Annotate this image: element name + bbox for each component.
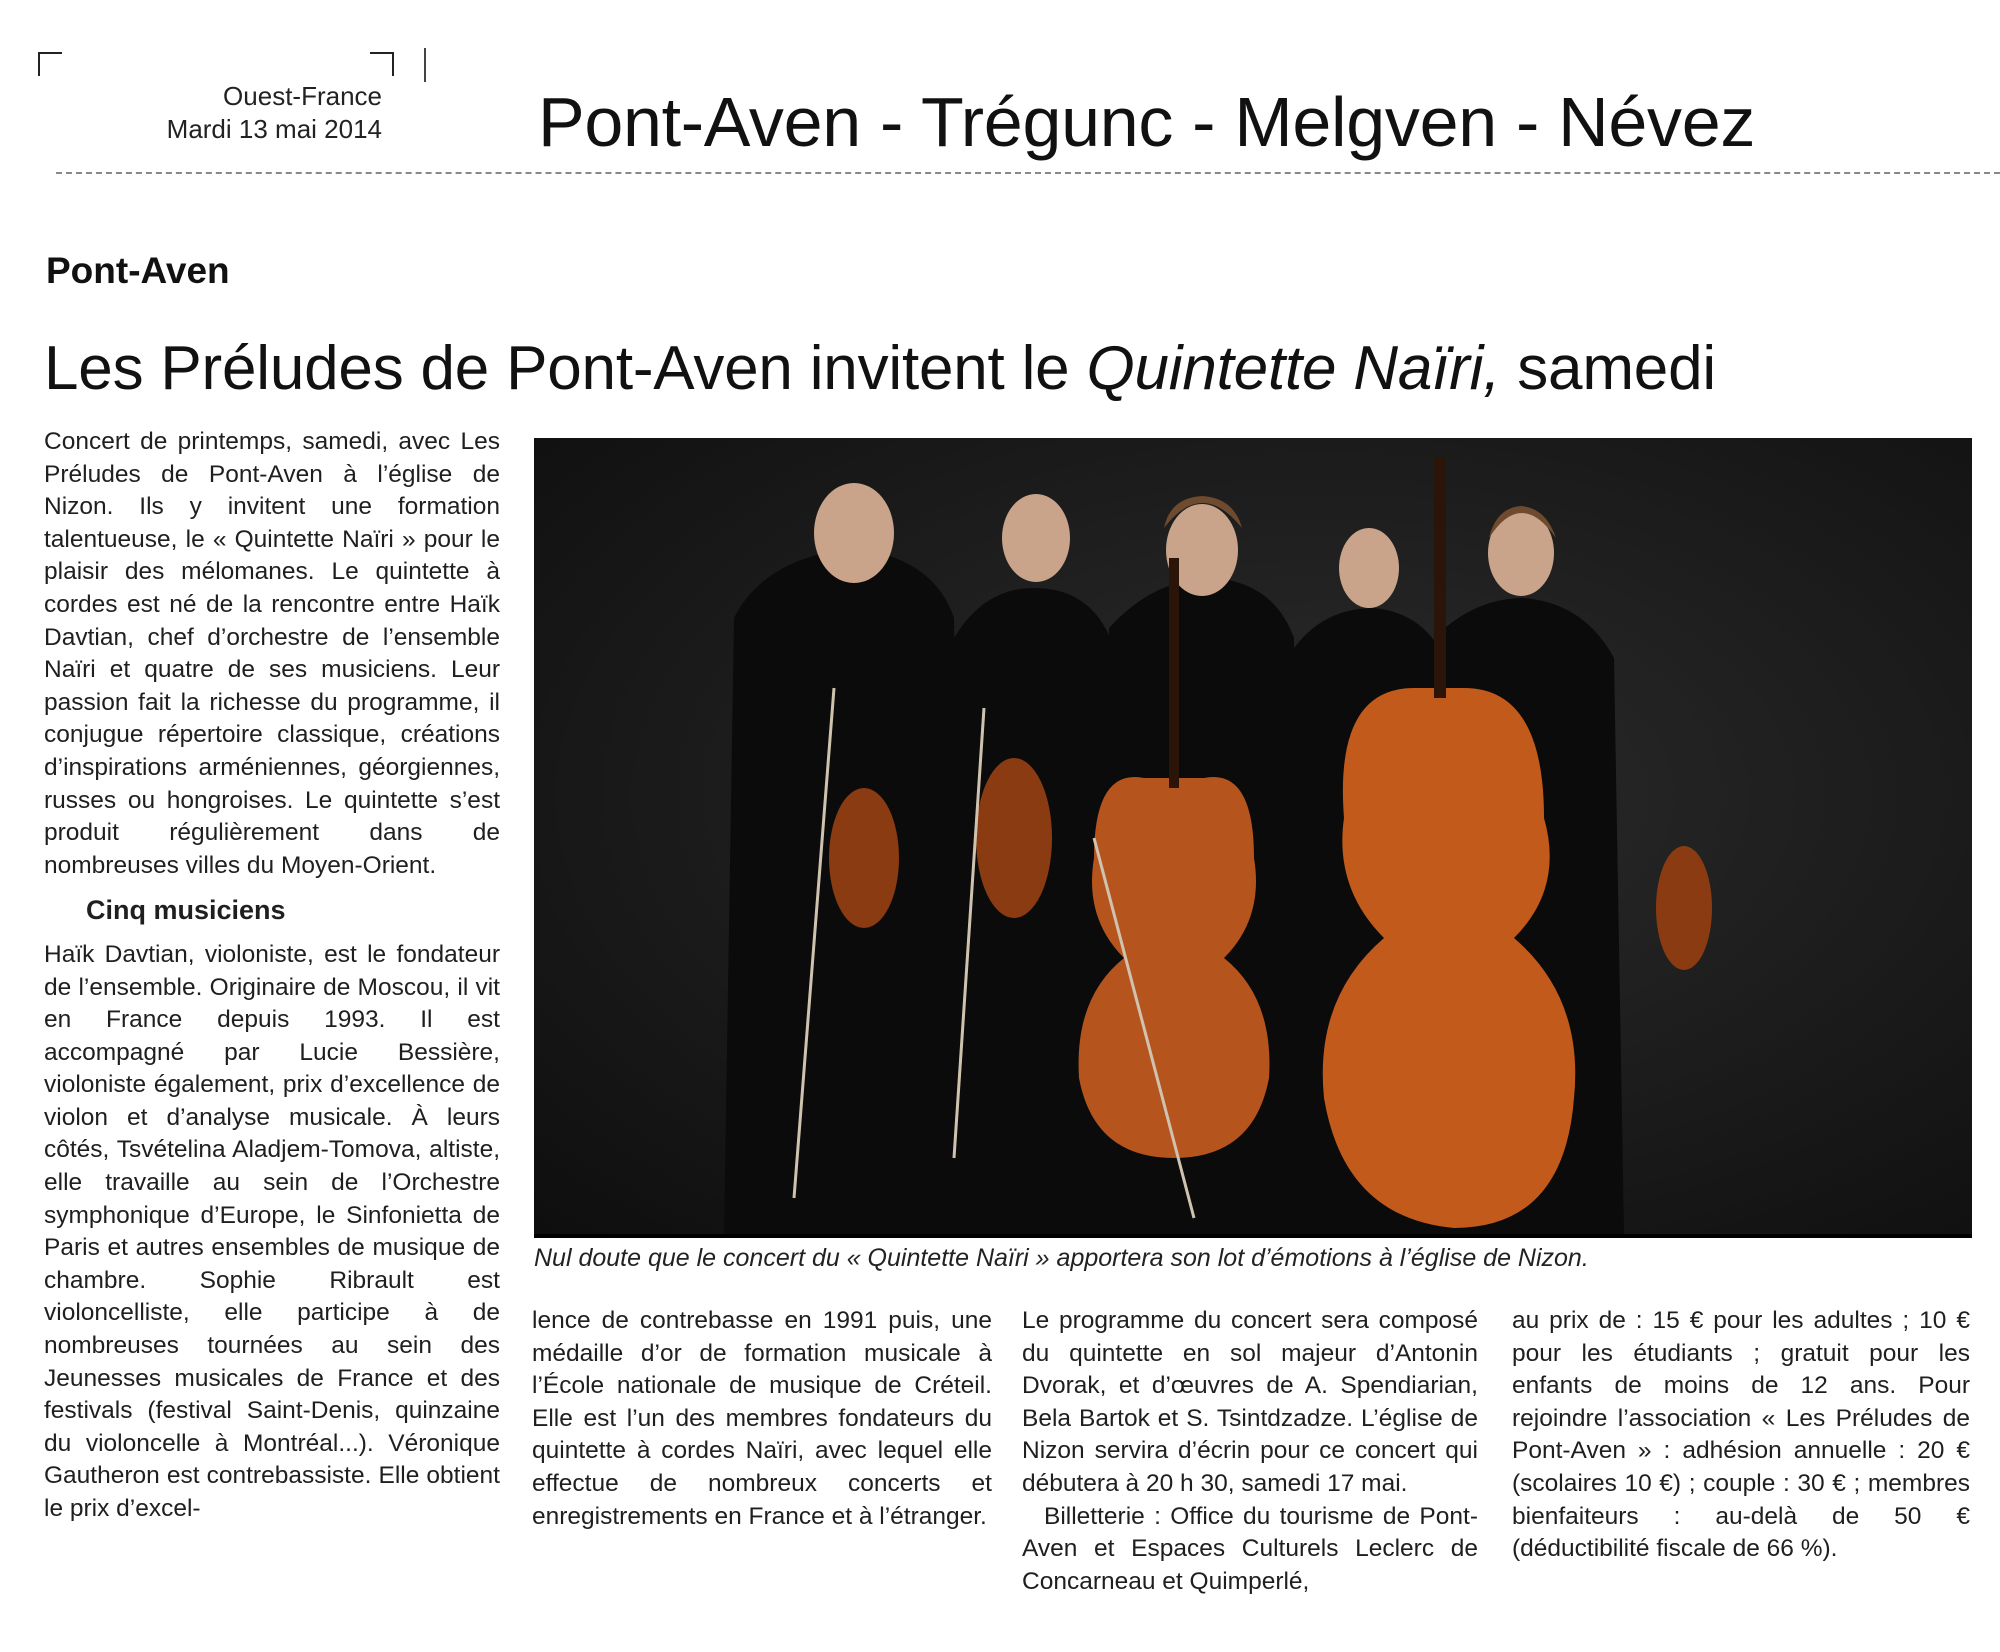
headline-part-1: Les Préludes de Pont-Aven invitent le [44, 334, 1087, 403]
article-column-2 [532, 1305, 992, 1533]
paragraph-tickets: Billetterie : Office du tourisme de Pont-Aven et Espaces Culturels Leclerc de Concarneau et Quimperlé, [1022, 1502, 1478, 1595]
paragraph-musicians: Haïk Davtian, violoniste, est le fondateur de l’ensemble. Originaire de Moscou, il vit en France depuis 1993. Il est accompagné par Lucie Bessière, violoniste également, prix d’excellence de violon et d’analyse musicale. À leurs côtés, Tsvételina Aladjem-Tomova, altiste, elle travaille au sein de l’Orchestre symphonique d’Europe, le Sinfonietta de Paris et autres ensembles de musique de chambre. Sophie Ribrault est violoncelliste, elle participe à de nombreuses tournées au sein des Jeunesses musicales de France et des festivals (festival Saint-Denis, quinzaine du violoncelle à Montréal...). Véronique Gautheron est contrebassiste. Elle obtient le prix d’excel- [44, 940, 500, 1522]
paper-name: Ouest-France [223, 81, 382, 111]
crop-mark-right [370, 52, 394, 76]
paragraph-bassist-cont: lence de contrebasse en 1991 puis, une médaille d’or de formation musicale à l’École nationale de musique de Créteil. Elle est l’un des membres fondateurs du quintette à cordes Naïri, avec lequel elle effectue de nombreux concerts et enregistrements en France et à l’étranger. [532, 1307, 992, 1530]
paragraph-intro: Concert de printemps, samedi, avec Les Préludes de Pont-Aven à l’église de Nizon. Ils y invitent une formation talentueuse, le « Quintette Naïri » pour le plaisir des mélomanes. Le quintette à cordes est né de la rencontre entre Haïk Davtian, chef d’orchestre de l’ensemble Naïri et quatre de ses musiciens. Leur passion fait la richesse du programme, il conjugue répertoire classique, créations d’inspirations arméniennes, géorgiennes, russes ou hongroises. Le quintette s’est produit régulièrement dans de nombreuses villes du Moyen-Orient. [44, 428, 500, 879]
masthead-info [100, 80, 382, 146]
article-column-3 [1022, 1305, 1478, 1598]
article-column-4 [1512, 1305, 1970, 1566]
photo-caption: Nul doute que le concert du « Quintette Naïri » apportera son lot d’émotions à l’église de Nizon. [534, 1244, 1589, 1272]
header-divider [424, 48, 426, 82]
crop-mark-left [38, 52, 62, 76]
article-kicker: Pont-Aven [46, 250, 230, 291]
quintet-photo [534, 438, 1972, 1238]
article-subhead: Cinq musiciens [86, 895, 286, 926]
paragraph-prices: au prix de : 15 € pour les adultes ; 10 € pour les étudiants ; gratuit pour les enfants de moins de 12 ans. Pour rejoindre l’association « Les Préludes de Pont-Aven » : adhésion annuelle : 20 € (scolaires 10 €) ; couple : 30 € ; membres bienfaiteurs : au-delà de 50 € (déductibilité fiscale de 66 %). [1512, 1307, 1970, 1563]
headline-part-2: samedi [1500, 334, 1716, 403]
section-heading: Pont-Aven - Trégunc - Melgven - Névez [538, 83, 1756, 161]
article-headline [44, 334, 1716, 404]
paragraph-program: Le programme du concert sera composé du quintette en sol majeur d’Antonin Dvorak, et d’œuvres de A. Spendiarian, Bela Bartok et S. Tsintdzadze. L’église de Nizon servira d’écrin pour ce concert qui débutera à 20 h 30, samedi 17 mai. [1022, 1307, 1478, 1497]
issue-date: Mardi 13 mai 2014 [166, 114, 382, 144]
photo-illustration [534, 438, 1972, 1234]
article-column-1 [44, 426, 500, 1526]
headline-part-italic: Quintette Naïri, [1086, 334, 1501, 403]
header-rule [56, 172, 2000, 174]
